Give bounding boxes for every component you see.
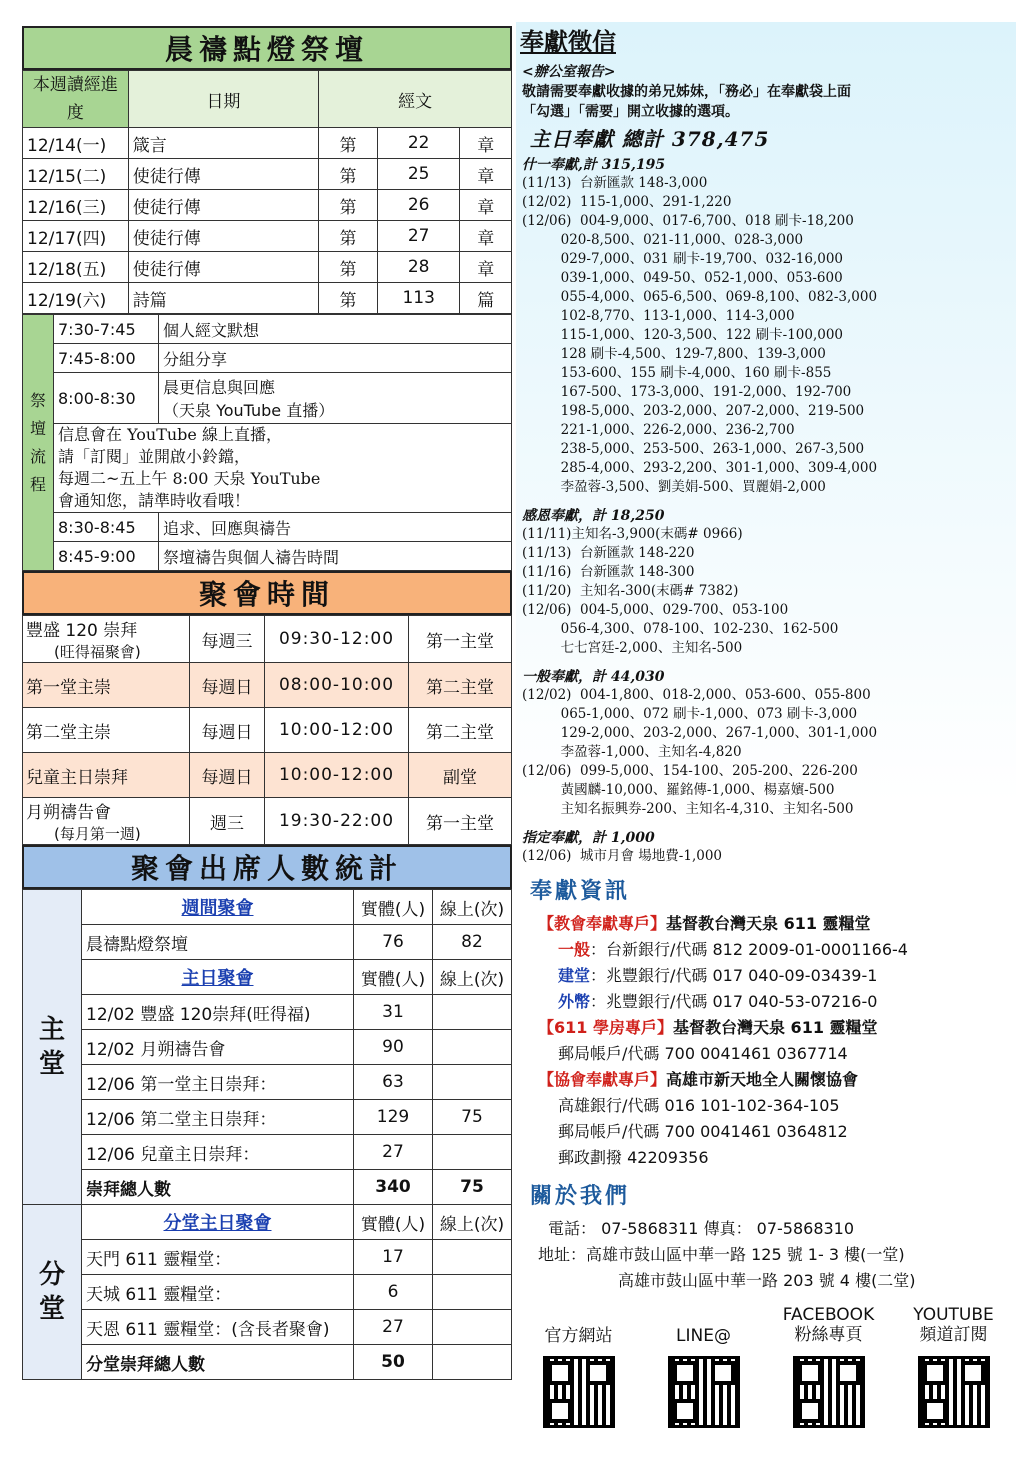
qr-code-icon — [793, 1356, 865, 1428]
meeting-row — [23, 798, 512, 845]
attendance-row: 12/06 兒童主日崇拜： 27 — [23, 1135, 512, 1170]
meeting-day: 每週三 — [190, 616, 265, 663]
acc2-label: 【611 學房專戶】 — [538, 1018, 673, 1037]
acc-detail: ：台新銀行/代碼 812 2009-01-0001166-4 — [590, 940, 908, 959]
acc-kind: 外幣 — [558, 992, 591, 1011]
reading-date: 12/17(四) — [23, 221, 129, 252]
thanks-lines: (11/11)主知名-3,900(末碼# 0966) (11/13) 台新匯款 148-220 (11/16) 台新匯款 148-300 (11/20) 主知名-300(末碼# 7382) (12/06) 004-5,000、029-700、053-100 056-4,300、078-100、102-230、162-500 七七宮廷-2,000、主知名-500 — [522, 526, 839, 656]
notice-line: 敬請需要奉獻收據的弟兄姊妹，「務必」在奉獻袋上面 — [522, 84, 851, 100]
acc3-line: 高雄銀行/代碼 016 101-102-364-105 — [558, 1096, 840, 1115]
attendance-row: 天城 611 靈糧堂： 6 — [23, 1275, 512, 1310]
meeting-place: 第二主堂 — [409, 708, 512, 753]
flow-item-main: 晨更信息與回應 — [163, 378, 276, 397]
qr-website[interactable] — [524, 1304, 634, 1428]
note-line: 每週二~五上午 8:00 天泉 YouTube — [58, 469, 321, 488]
reading-book: 使徒行傳 — [128, 159, 318, 190]
meeting-time: 09:30-12:00 — [265, 616, 409, 663]
flow-time: 8:00-8:30 — [54, 373, 159, 424]
reading-pre: 第 — [319, 128, 378, 159]
attendance-row: 12/02 豐盛 120崇拜(旺得福) 31 — [23, 995, 512, 1030]
meeting-row — [23, 753, 512, 798]
qr-label: YOUTUBE 頻道訂閱 — [913, 1305, 994, 1345]
flow-time: 7:45-8:00 — [54, 344, 159, 373]
reading-unit: 章 — [460, 190, 512, 221]
acc-kind: 一般 — [558, 940, 591, 959]
qr-label: 官方網站 — [544, 1326, 613, 1346]
acc1-label: 【教會奉獻專戶】 — [538, 914, 667, 933]
meetings-table — [22, 615, 512, 845]
meeting-time: 10:00-12:00 — [265, 708, 409, 753]
qr-label: FACEBOOK 粉絲專頁 — [782, 1305, 875, 1345]
branch-total: 分堂崇拜總人數 50 — [23, 1345, 512, 1380]
info-title: 奉獻資訊 — [530, 879, 631, 904]
account-1 — [538, 911, 1016, 1171]
reading-pre: 第 — [319, 159, 378, 190]
acc3-line: 郵局帳戶/代碼 700 0041461 0364812 — [558, 1122, 848, 1141]
meeting-time: 10:00-12:00 — [265, 753, 409, 798]
flow-side-label: 祭壇流程 — [23, 315, 54, 571]
acc3-label: 【協會奉獻專戶】 — [538, 1070, 667, 1089]
reading-num: 113 — [377, 283, 460, 314]
thanks-title: 感恩奉獻，計 18,250 — [522, 508, 665, 524]
reading-date: 12/14(一) — [23, 128, 129, 159]
acc3-line: 郵政劃撥 42209356 — [558, 1148, 709, 1167]
reading-row — [23, 252, 512, 283]
qr-youtube[interactable] — [899, 1304, 1009, 1428]
reading-pre: 第 — [319, 190, 378, 221]
flow-item-sub: （天泉 YouTube 直播） — [163, 401, 335, 420]
reading-unit: 章 — [460, 221, 512, 252]
acc2-line: 郵局帳戶/代碼 700 0041461 0367714 — [558, 1044, 848, 1063]
meeting-day: 每週日 — [190, 708, 265, 753]
reading-book: 使徒行傳 — [128, 221, 318, 252]
acc3-name: 高雄市新天地全人關懷協會 — [666, 1070, 859, 1089]
reading-num: 26 — [377, 190, 460, 221]
reading-unit: 章 — [460, 159, 512, 190]
acc-detail: ：兆豐銀行/代碼 017 040-53-07216-0 — [590, 992, 878, 1011]
reading-row — [23, 283, 512, 314]
meeting-place: 副堂 — [409, 753, 512, 798]
reading-unit: 章 — [460, 128, 512, 159]
branch-head: 分堂主日聚會 — [82, 1205, 354, 1240]
meeting-day: 每週日 — [190, 753, 265, 798]
note-line: 會通知您，請準時收看哦！ — [58, 491, 251, 510]
note-line: 信息會在 YouTube 線上直播， — [58, 425, 282, 444]
meeting-name: 第一堂主崇 — [23, 663, 190, 708]
reading-pre: 第 — [319, 252, 378, 283]
meeting-name: 豐盛 120 崇拜 (旺得福聚會) — [23, 616, 190, 663]
sunday-head: 主日聚會 — [82, 960, 354, 995]
reading-num: 28 — [377, 252, 460, 283]
qr-line[interactable] — [649, 1304, 759, 1428]
meeting-name: 月朔禱告會 (每月第一週) — [23, 798, 190, 845]
attendance-row: 12/06 第二堂主日崇拜： 129 75 — [23, 1100, 512, 1135]
reading-row — [23, 190, 512, 221]
reading-unit: 章 — [460, 252, 512, 283]
office-report: <辦公室報告> — [522, 64, 616, 80]
attendance-total: 崇拜總人數 340 75 — [23, 1170, 512, 1205]
col-physical: 實體(人) — [354, 890, 433, 925]
meeting-place: 第一主堂 — [409, 616, 512, 663]
meeting-row — [23, 616, 512, 663]
attendance-row: 12/06 第一堂主日崇拜： 63 — [23, 1065, 512, 1100]
qr-label: LINE@ — [676, 1326, 731, 1346]
col-scripture: 經文 — [319, 71, 512, 128]
general-lines: (12/02) 004-1,800、018-2,000、053-600、055-800 065-1,000、072 刷卡-1,000、073 刷卡-3,000 129-2,000、203-2,000、267-1,000、301-1,000 李盈蓉-1,000、主知名-4,820 (12/06) 099-5,000、154-100、205-200、226-200 黃國麟-10,000、羅銘傳-1,000、楊嘉嬪-500 主知名振興券-200、主知名-4,310、主知名-500 — [522, 687, 878, 817]
col-online: 線上(次) — [433, 890, 512, 925]
meeting-row — [23, 663, 512, 708]
reading-date: 12/16(三) — [23, 190, 129, 221]
meetings-title: 聚會時間 — [22, 571, 512, 615]
general-title: 一般奉獻，計 44,030 — [522, 669, 665, 685]
address-1: 地址：高雄市鼓山區中華一路 125 號 1- 3 樓(一堂) — [538, 1245, 905, 1264]
reading-date: 12/18(五) — [23, 252, 129, 283]
reading-table — [22, 70, 512, 314]
about-title: 關於我們 — [530, 1184, 631, 1209]
tithe-title: 什一奉獻,計 315,195 — [522, 157, 666, 173]
tithe-lines: (11/13) 台新匯款 148-3,000 (12/02) 115-1,000、291-1,220 (12/06) 004-9,000、017-6,700、018 刷卡-18,200 020-8,500、021-11,000、028-3,000 029-7,000、031 刷卡-19,700、032-16,000 039-1,000、049-50、052-1,000、053-600 055-4,000、065-6,500、069-8,100、082-3,000 102-8,770、113-1,000、114-3,000 115-1,000、120-3,500、122 刷卡-100,000 128 刷卡-4,500、129-7,800、139-3,000 153-600、155 刷卡-4,000、160 刷卡-855 167-500、173-3,000、191-2,000、192-700 198-5,000、203-2,000、207-2,000、219-500 221-1,000、226-2,000、236-2,700 238-5,000、253-500、263-1,000、267-3,500 285-4,000、293-2,200、301-1,000、309-4,000 李盈蓉-3,500、劉美娟-500、買麗娟-2,000 — [522, 175, 878, 495]
note-line: 請「訂閱」並開啟小鈴鐺， — [58, 447, 251, 466]
weekly-head: 週間聚會 — [82, 890, 354, 925]
qr-code-icon — [918, 1356, 990, 1428]
meeting-row — [23, 708, 512, 753]
reading-unit: 篇 — [460, 283, 512, 314]
notice-line: 「勾選」「需要」開立收據的選項。 — [522, 104, 739, 120]
reading-date: 12/15(二) — [23, 159, 129, 190]
designated-title: 指定奉獻，計 1,000 — [522, 830, 655, 846]
flow-item: 個人經文默想 — [159, 315, 512, 344]
reading-row — [23, 159, 512, 190]
meeting-day: 週三 — [190, 798, 265, 845]
meeting-time: 19:30-22:00 — [265, 798, 409, 845]
flow-time: 7:30-7:45 — [54, 315, 159, 344]
reading-pre: 第 — [319, 283, 378, 314]
acc-kind: 建堂 — [558, 966, 591, 985]
meeting-day: 每週日 — [190, 663, 265, 708]
flow-item: 追求、回應與禱告 — [159, 513, 512, 542]
qr-code-icon — [668, 1356, 740, 1428]
youtube-note — [54, 424, 512, 513]
flow-time: 8:30-8:45 — [54, 513, 159, 542]
reading-book: 使徒行傳 — [128, 190, 318, 221]
attendance-row: 天恩 611 靈糧堂：(含長者聚會) 27 — [23, 1310, 512, 1345]
reading-book: 箴言 — [128, 128, 318, 159]
address-2: 高雄市鼓山區中華一路 203 號 4 樓(二堂) — [618, 1271, 916, 1290]
qr-code-icon — [543, 1356, 615, 1428]
meeting-time: 08:00-10:00 — [265, 663, 409, 708]
sunday-total: 主日奉獻 總計 378,475 — [530, 127, 770, 151]
reading-row — [23, 128, 512, 159]
reading-book: 詩篇 — [128, 283, 318, 314]
left-column — [22, 26, 512, 1380]
acc2-name: 基督教台灣天泉 611 靈糧堂 — [672, 1018, 878, 1037]
col-date: 日期 — [128, 71, 318, 128]
reading-side-label: 本週讀經進度 — [23, 71, 129, 128]
reading-pre: 第 — [319, 221, 378, 252]
attendance-row: 12/02 月朔禱告會 90 — [23, 1030, 512, 1065]
meeting-name: 第二堂主崇 — [23, 708, 190, 753]
offering-title: 奉獻徵信 — [520, 27, 616, 56]
designated-lines: (12/06) 城市月會 場地費-1,000 — [522, 848, 723, 864]
flow-item: 分組分享 — [159, 344, 512, 373]
reading-num: 25 — [377, 159, 460, 190]
qr-facebook[interactable] — [774, 1304, 884, 1428]
contact — [538, 1216, 1016, 1294]
flow-item — [159, 373, 512, 424]
main-hall-label: 主堂 — [23, 890, 82, 1205]
phone-fax: 電話： 07-5868311 傳真： 07-5868310 — [548, 1219, 855, 1238]
reading-row — [23, 221, 512, 252]
flow-table — [22, 314, 512, 571]
flow-item: 祭壇禱告與個人禱告時間 — [159, 542, 512, 571]
reading-num: 27 — [377, 221, 460, 252]
reading-num: 22 — [377, 128, 460, 159]
branch-label: 分堂 — [23, 1205, 82, 1380]
reading-date: 12/19(六) — [23, 283, 129, 314]
reading-book: 使徒行傳 — [128, 252, 318, 283]
attendance-title: 聚會出席人數統計 — [22, 845, 512, 889]
qr-row — [516, 1304, 1016, 1428]
meeting-place: 第一主堂 — [409, 798, 512, 845]
acc1-name: 基督教台灣天泉 611 靈糧堂 — [666, 914, 871, 933]
prayer-title: 晨禱點燈祭壇 — [22, 26, 512, 70]
attendance-row: 天門 611 靈糧堂： 17 — [23, 1240, 512, 1275]
attendance-row: 晨禱點燈祭壇 76 82 — [23, 925, 512, 960]
acc-detail: ：兆豐銀行/代碼 017 040-09-03439-1 — [590, 966, 878, 985]
right-column — [516, 22, 1016, 1442]
flow-time: 8:45-9:00 — [54, 542, 159, 571]
meeting-name: 兒童主日崇拜 — [23, 753, 190, 798]
meeting-place: 第二主堂 — [409, 663, 512, 708]
attendance-table: 主堂 週間聚會 實體(人) 線上(次) 晨禱點燈祭壇 76 82 主日聚會 實體(人) 線上(次) 12/02 豐盛 120崇拜(旺得福) 31 12/02 月朔禱告會 90 12/06 第一堂主日崇拜： 63 12/06 第二堂主日崇拜： 129 75 12/06 兒童主日崇拜： 27 崇拜總人數 340 75 分堂 分堂主日聚會 實體(人) 線上(次) 天門 611 靈糧堂： 17 天城 611 靈糧堂： 6 天恩 611 靈糧堂：(含長者聚會) 27 分堂崇拜總人數 50 — [22, 889, 512, 1380]
